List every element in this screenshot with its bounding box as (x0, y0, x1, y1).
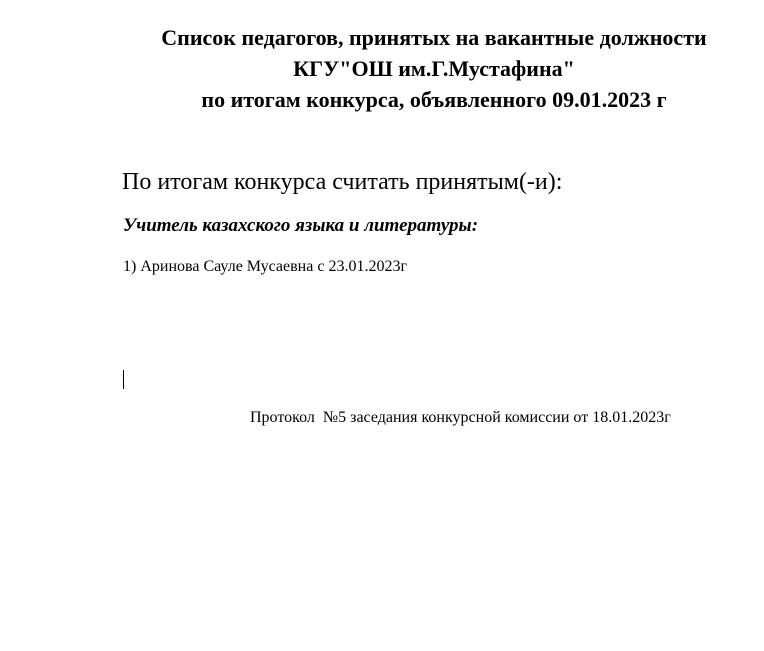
appointee-entry: 1) Аринова Сауле Мусаевна с 23.01.2023г (123, 258, 408, 275)
intro-text: По итогам конкурса считать принятым(-и): (122, 169, 563, 195)
document-title (100, 22, 764, 115)
position-heading: Учитель казахского языка и литературы: (123, 215, 479, 236)
title-line-1: Список педагогов, принятых на вакантные должности (161, 25, 707, 50)
protocol-reference: Протокол №5 заседания конкурсной комиссии от 18.01.2023г (250, 409, 671, 426)
title-line-3: по итогам конкурса, объявленного 09.01.2023 г (201, 87, 667, 112)
title-line-2: КГУ"ОШ им.Г.Мустафина" (293, 56, 575, 81)
text-cursor (123, 370, 124, 389)
